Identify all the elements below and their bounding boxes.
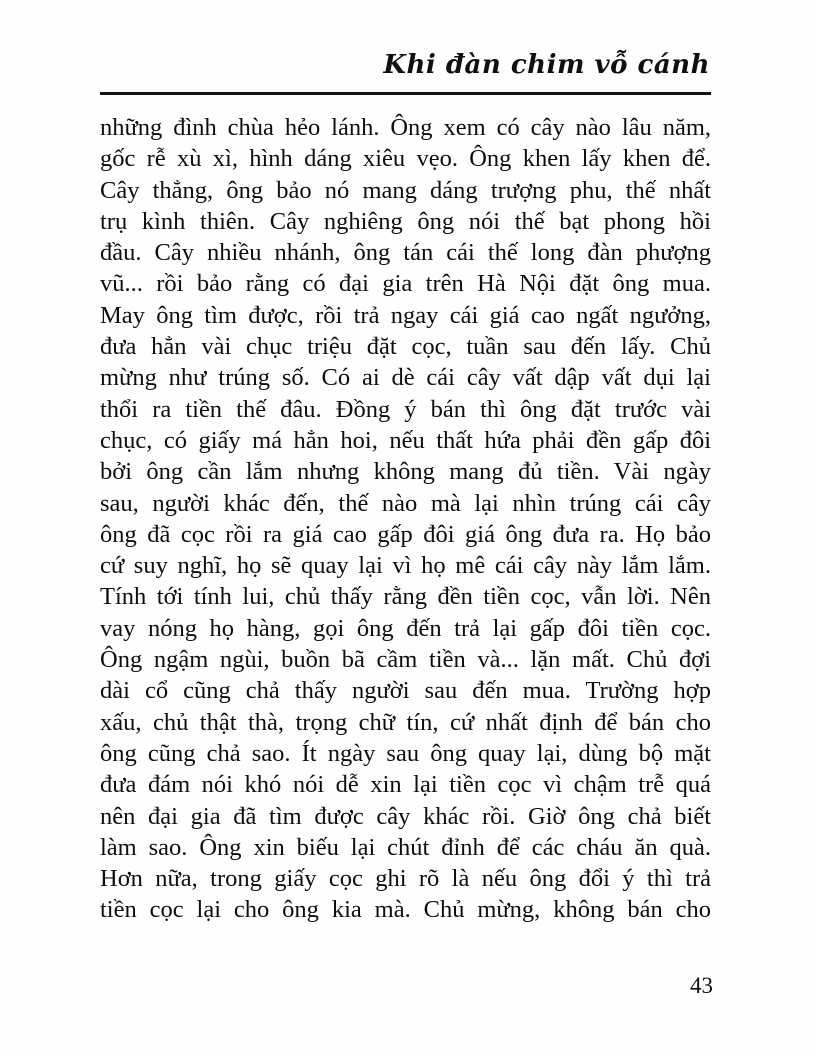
body-text-line: dài cổ cũng chả thấy người sau đến mua. Trường hợp [100,677,711,705]
body-text-line: ông cũng chả sao. Ít ngày sau ông quay lại, dùng bộ mặt [100,739,711,767]
body-text-line: mừng như trúng số. Có ai dè cái cây vất dập vất dụi lại [100,364,711,392]
body-text [100,112,711,926]
body-text-line: đưa hẳn vài chục triệu đặt cọc, tuần sau đến lấy. Chủ [100,333,711,361]
body-text-line: đưa đám nói khó nói dễ xin lại tiền cọc vì chậm trễ quá [100,771,711,799]
body-text-line: thổi ra tiền thế đâu. Đồng ý bán thì ông đặt trước vài [100,395,711,423]
header-rule [100,92,711,95]
body-text-line: gốc rễ xù xì, hình dáng xiêu vẹo. Ông khen lấy khen để. [100,145,711,173]
body-text-line: Tính tới tính lui, chủ thấy rằng đền tiền cọc, vẫn lời. Nên [100,583,711,611]
page-number: 43 [690,973,713,998]
body-text-line: bởi ông cần lắm nhưng không mang đủ tiền. Vài ngày [100,458,711,486]
body-text-line: vay nóng họ hàng, gọi ông đến trả lại gấp đôi tiền cọc. [100,614,711,642]
body-text-line: Cây thẳng, ông bảo nó mang dáng trượng phu, thế nhất [100,176,711,204]
body-text-line: nên đại gia đã tìm được cây khác rồi. Giờ ông chả biết [100,802,711,830]
body-text-line: sau, người khác đến, thế nào mà lại nhìn trúng cái cây [100,489,711,517]
body-text-line: tiền cọc lại cho ông kia mà. Chủ mừng, không bán cho [100,896,711,924]
body-text-line: Ông ngậm ngùi, buồn bã cầm tiền và... lặn mất. Chủ đợi [100,646,711,674]
body-text-line: Hơn nữa, trong giấy cọc ghi rõ là nếu ông đổi ý thì trả [100,865,711,893]
body-text-line: làm sao. Ông xin biếu lại chút đỉnh để các cháu ăn quà. [100,833,711,861]
body-text-line: đầu. Cây nhiều nhánh, ông tán cái thế long đàn phượng [100,239,711,267]
body-text-line: vũ... rồi bảo rằng có đại gia trên Hà Nội đặt ông mua. [100,270,711,298]
body-text-line: những đình chùa hẻo lánh. Ông xem có cây nào lâu năm, [100,114,711,141]
body-text-line: cứ suy nghĩ, họ sẽ quay lại vì họ mê cái cây này lắm lắm. [100,552,711,580]
running-head-title: Khi đàn chim vỗ cánh [383,50,710,80]
body-text-line: ông đã cọc rồi ra giá cao gấp đôi giá ông đưa ra. Họ bảo [100,520,711,548]
body-text-line: May ông tìm được, rồi trả ngay cái giá cao ngất ngưởng, [100,301,711,329]
body-text-line: trụ kình thiên. Cây nghiêng ông nói thế bạt phong hồi [100,207,711,235]
body-text-line: chục, có giấy má hẳn hoi, nếu thất hứa phải đền gấp đôi [100,426,711,454]
body-text-line: xấu, chủ thật thà, trọng chữ tín, cứ nhất định để bán cho [100,708,711,736]
